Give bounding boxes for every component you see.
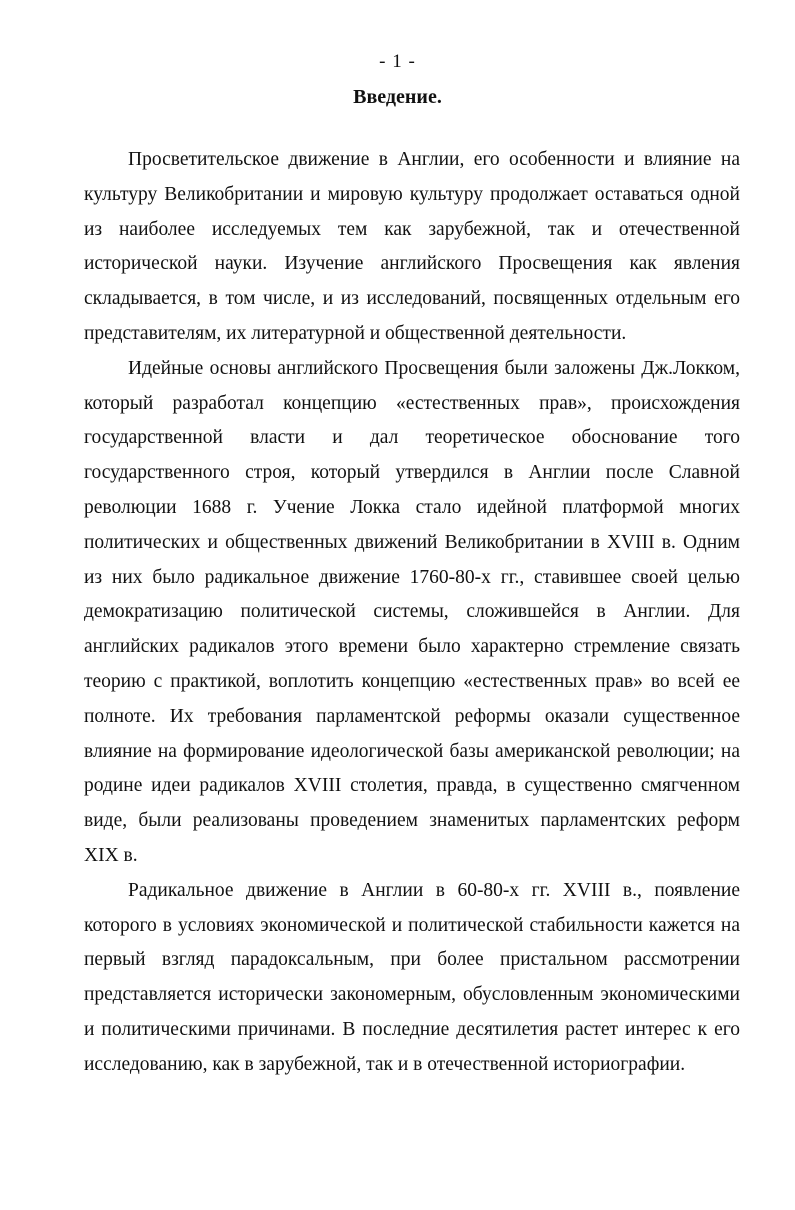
- paragraph: Просветительское движение в Англии, его особенности и влияние на культуру Великобритании и мировую культуру продолжает оставаться одной из наиболее исследуемых тем как зарубежной, так и отечественной исторической науки. Изучение английского Просвещения как явления складывается, в том числе, и из исследований, посвященных отдельным его представителям, их литературной и общественной деятельности.: [84, 149, 740, 344]
- paragraph: Радикальное движение в Англии в 60-80-х гг. XVIII в., появление которого в условиях экономической и политической стабильности кажется на первый взгляд парадоксальным, при более пристальном рассмотрении представляется исторически закономерным, обусловленным экономическими и политическими причинами. В последние десятилетия растет интерес к его исследованию, как в зарубежной, так и в отечественной историографии.: [84, 879, 740, 1075]
- paragraph: Идейные основы английского Просвещения были заложены Дж.Локком, который разработал концепцию «естественных прав», происхождения государственной власти и дал теоретическое обоснование того государственного строя, который утвердился в Англии после Славной революции 1688 г. Учение Локка стало идейной платформой многих политических и общественных движений Великобритании в XVIII в. Одним из них было радикальное движение 1760-80-х гг., ставившее своей целью демократизацию политической системы, сложившейся в Англии. Для английских радикалов этого времени было характерно стремление связать теорию с практикой, воплотить концепцию «естественных прав» во всей ее полноте. Их требования парламентской реформы оказали существенное влияние на формирование идеологической базы американской революции; на родине идеи радикалов XVIII столетия, правда, в существенно смягченном виде, были реализованы проведением знаменитых парламентских реформ XIX в.: [84, 357, 740, 866]
- body-text: [84, 143, 740, 1083]
- section-heading: Введение.: [353, 86, 442, 108]
- page-number: - 1 -: [379, 51, 416, 72]
